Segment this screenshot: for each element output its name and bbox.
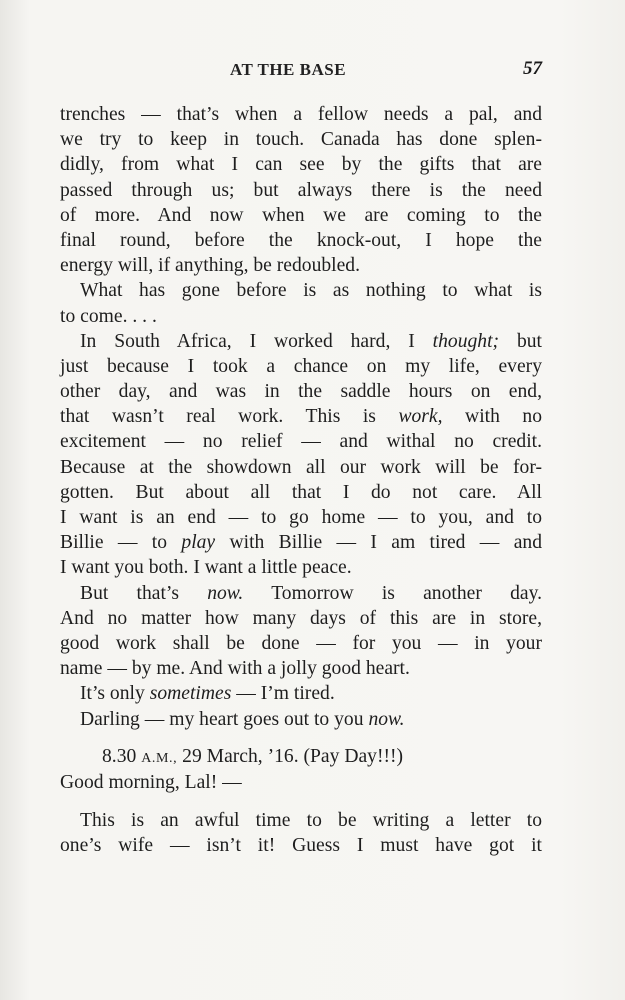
text-line: What has gone before is as nothing to what is [80, 280, 542, 302]
emphasis-text: play [181, 532, 216, 554]
text-segment: Darling — my heart goes out to you [80, 708, 364, 730]
text-line [60, 404, 542, 429]
text-segment: — I’m tired. [236, 683, 335, 705]
text-line [60, 681, 542, 706]
page-header [60, 58, 542, 84]
text-line: we try to keep in touch. Canada has done splen- [60, 129, 542, 151]
dateline-meridiem: A.M., [141, 750, 178, 766]
text-segment: with Billie — I am tired — and [229, 532, 543, 554]
text-line: passed through us; but always there is the need [60, 179, 542, 201]
text-line [60, 707, 542, 732]
page-number: 57 [523, 58, 542, 79]
text-segment: In South Africa, I worked hard, I [80, 330, 415, 352]
dateline-date: 29 March, ’16. (Pay Day!!!) [182, 745, 404, 767]
text-segment: but [516, 330, 542, 352]
text-line: And no matter how many days of this are in store, [60, 607, 542, 629]
text-line: This is an awful time to be writing a letter to [80, 809, 542, 831]
emphasis-text: work, [398, 406, 443, 428]
letter-greeting: Good morning, Lal! — [60, 771, 242, 793]
text-line: to come. . . . [60, 305, 157, 327]
text-line: excitement — no relief — and withal no credit. [60, 431, 542, 453]
text-line: one’s wife — isn’t it! Guess I must have got it [60, 834, 542, 856]
text-segment: with no [465, 406, 542, 428]
running-head: AT THE BASE [230, 60, 347, 79]
text-line [60, 530, 542, 555]
text-segment: that wasn’t real work. This is [60, 406, 376, 428]
text-line: of more. And now when we are coming to the [60, 204, 542, 226]
text-segment: But that’s [80, 582, 179, 604]
text-line: I want is an end — to go home — to you, and to [60, 507, 542, 528]
text-line: just because I took a chance on my life, every [60, 355, 542, 377]
text-line: Because at the showdown all our work will be for- [60, 456, 542, 478]
text-line: gotten. But about all that I do not care. All [60, 481, 542, 503]
text-line [60, 581, 542, 606]
text-line: trenches — that’s when a fellow needs a pal, and [60, 104, 542, 125]
text-segment: Tomorrow is another day. [271, 582, 542, 604]
text-line: other day, and was in the saddle hours on end, [60, 381, 542, 403]
section-gap [60, 732, 542, 744]
body-text [60, 102, 542, 858]
text-line: final round, before the knock-out, I hope the [60, 229, 542, 251]
text-line [60, 329, 542, 354]
emphasis-text: sometimes [149, 683, 232, 705]
text-segment: It’s only [80, 683, 145, 705]
text-line: name — by me. And with a jolly good heart. [60, 658, 410, 680]
text-line: didly, from what I can see by the gifts that are [60, 154, 542, 176]
dateline-time: 8.30 [102, 745, 137, 767]
section-gap [60, 796, 542, 808]
emphasis-text: now. [368, 708, 405, 730]
text-segment: Billie — to [60, 532, 168, 554]
text-line: energy will, if anything, be redoubled. [60, 255, 361, 277]
text-line: good work shall be done — for you — in your [60, 632, 542, 654]
dateline [60, 744, 542, 770]
emphasis-text: thought; [432, 330, 500, 352]
text-line: I want you both. I want a little peace. [60, 557, 352, 579]
emphasis-text: now. [207, 582, 244, 604]
